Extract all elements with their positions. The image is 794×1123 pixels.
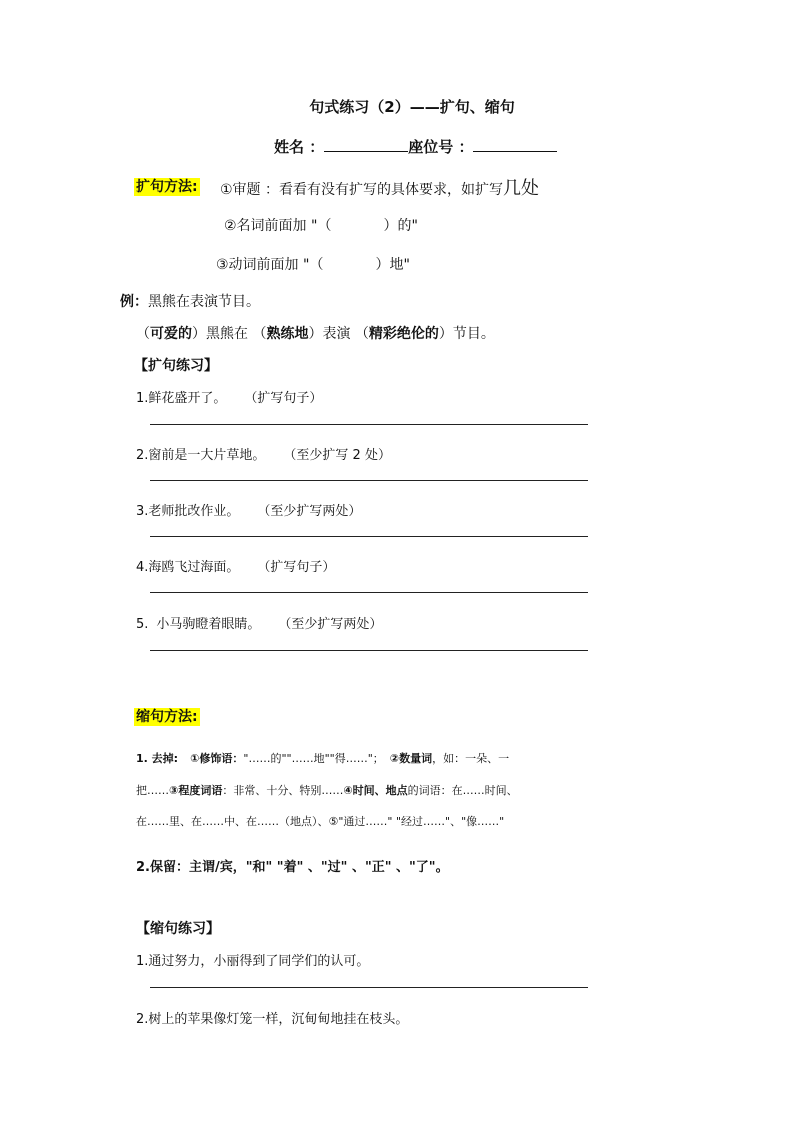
item-sentence: 树上的苹果像灯笼一样，沉甸甸地挂在枝头。 — [148, 1012, 409, 1027]
item-sentence: 海鸥飞过海面。 — [148, 560, 240, 575]
expand-method-1-text: ①审题 ：看看有没有扩写的具体要求，如扩写 — [220, 182, 503, 198]
rule-term: ③程度词语 — [169, 784, 223, 797]
item-hint: （扩写句子） — [244, 391, 323, 406]
shrink-rule-2: 2.保留：主谓/宾，"和" "着" 、"过" 、"正" 、"了"。 — [136, 860, 449, 875]
shrink-item-1 — [136, 950, 369, 969]
shrink-item-2 — [136, 1008, 408, 1027]
example-segment-3: ）节目。 — [438, 326, 495, 342]
example-paren: （ — [136, 326, 150, 342]
shrink-rule-1 — [136, 750, 509, 766]
example-word-2: 熟练地 — [266, 326, 309, 342]
answer-line[interactable] — [150, 592, 588, 593]
example-segment-2: ）表演 （ — [308, 326, 369, 342]
expand-methods-block — [134, 176, 200, 196]
example-line — [120, 291, 260, 311]
expand-methods-heading: 扩句方法: — [136, 179, 198, 195]
answer-line[interactable] — [150, 536, 588, 537]
rule-term: ④时间、地点 — [343, 784, 408, 797]
example-word-1: 可爱的 — [150, 326, 192, 342]
item-sentence: 鲜花盛开了。 — [148, 391, 227, 406]
item-number: 2. — [136, 448, 149, 463]
example-label: 例： — [120, 294, 148, 310]
page-title: 句式练习（2）——扩句、缩句 — [309, 98, 515, 116]
expand-method-3-left: ③动词前面加 "（ — [216, 257, 324, 273]
rule-label: 1. 去掉: — [136, 752, 179, 765]
answer-line[interactable] — [150, 987, 588, 988]
seat-blank[interactable] — [473, 137, 557, 152]
expand-practice-heading: 【扩句练习】 — [134, 358, 218, 374]
shrink-rule-1-line-3: 在……里、在……中、在……（地点）、⑤"通过……" "经过……"、"像……" — [136, 815, 505, 828]
example-segment-1: ）黑熊在 （ — [192, 326, 267, 342]
shrink-practice-heading: 【缩句练习】 — [136, 921, 220, 937]
shrink-rule-1-line-2 — [136, 782, 518, 798]
item-hint: （至少扩写两处） — [257, 504, 362, 519]
answer-line[interactable] — [150, 480, 588, 481]
shrink-methods-heading: 缩句方法: — [136, 709, 198, 725]
example-word-3: 精彩绝伦的 — [368, 326, 439, 342]
rule-text: "……的""……地""得……"； — [243, 752, 384, 765]
item-hint: （至少扩写两处） — [278, 617, 383, 632]
expand-method-2-right: ）的" — [383, 218, 418, 234]
expand-method-1 — [220, 174, 539, 200]
rule-text: 把…… — [136, 784, 169, 797]
item-number: 1. — [136, 954, 149, 969]
item-hint: （扩写句子） — [257, 560, 336, 575]
rule-text: ，如：一朵、一 — [432, 752, 510, 765]
expand-item-4 — [136, 556, 335, 575]
expand-method-1-emph: 几处 — [503, 178, 539, 199]
item-number: 5. — [136, 617, 149, 632]
item-number: 2. — [136, 1012, 149, 1027]
expand-item-1 — [136, 387, 322, 406]
shrink-methods-block — [134, 706, 200, 726]
item-number: 3. — [136, 504, 149, 519]
expand-method-3-right: ）地" — [375, 257, 410, 273]
rule-term: ②数量词 — [389, 752, 433, 765]
expand-method-3 — [216, 254, 410, 274]
name-label: 姓名 ： — [274, 138, 325, 156]
seat-label: 座位号 ： — [408, 138, 474, 156]
example-sentence: 黑熊在表演节目。 — [148, 294, 260, 310]
rule-text: ：非常、十分、特别…… — [222, 784, 344, 797]
expand-item-5 — [136, 613, 382, 632]
expand-method-2 — [224, 215, 418, 235]
rule-text: 的词语：在……时间、 — [407, 784, 518, 797]
item-number: 1. — [136, 391, 149, 406]
name-blank[interactable] — [324, 137, 408, 152]
answer-line[interactable] — [150, 424, 588, 425]
item-sentence: 窗前是一大片草地。 — [148, 448, 266, 463]
item-hint: （至少扩写 2 处） — [283, 448, 391, 463]
item-sentence: 老师批改作业。 — [148, 504, 240, 519]
item-sentence: 通过努力，小丽得到了同学们的认可。 — [148, 954, 370, 969]
rule-term: ①修饰语： — [190, 752, 244, 765]
item-sentence: 小马驹瞪着眼睛。 — [156, 617, 261, 632]
item-number: 4. — [136, 560, 149, 575]
expand-item-2 — [136, 444, 391, 463]
answer-line[interactable] — [150, 650, 588, 651]
example-expanded — [136, 323, 495, 343]
expand-item-3 — [136, 500, 361, 519]
name-seat-row — [274, 136, 557, 157]
expand-method-2-left: ②名词前面加 "（ — [224, 218, 332, 234]
